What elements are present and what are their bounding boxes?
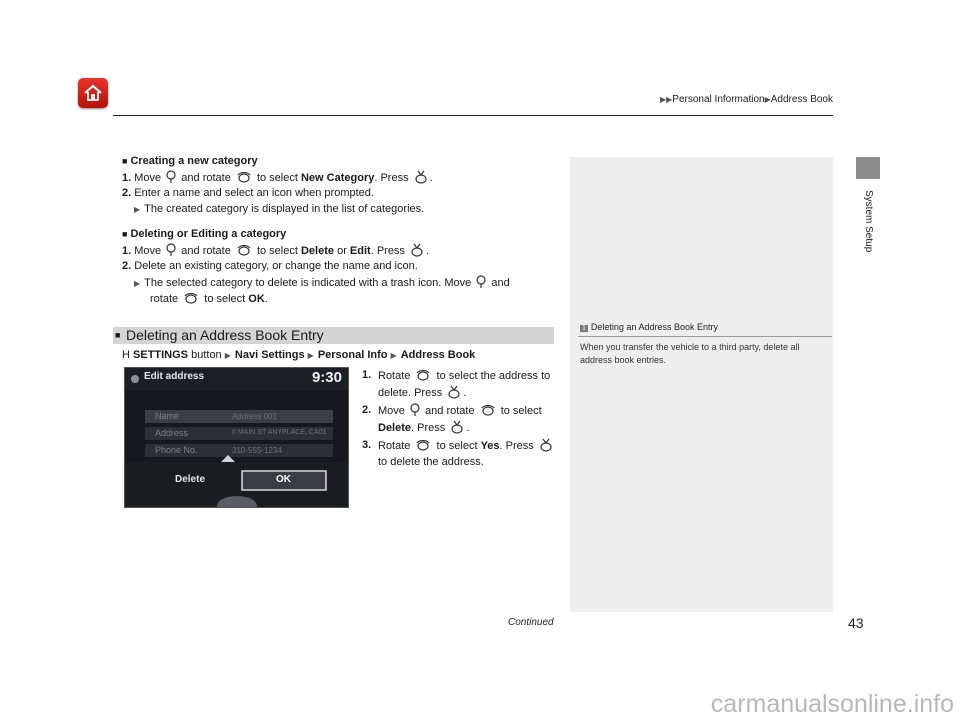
home-icon	[83, 83, 103, 103]
interface-dial-rotate-icon	[415, 368, 431, 382]
home-button[interactable]	[78, 78, 108, 108]
note-body: When you transfer the vehicle to a third party, delete all address book entries.	[580, 342, 800, 365]
screen-title: Edit address	[144, 371, 205, 382]
watermark: carmanualsonline.info	[710, 690, 954, 718]
interface-dial-press-icon	[539, 438, 553, 452]
breadcrumb-item[interactable]: Address Book	[770, 94, 833, 105]
section-title-bar: ■ Deleting an Address Book Entry	[113, 327, 554, 344]
step: 2. Enter a name and select an icon when prompted.	[122, 187, 374, 199]
interface-dial-rotate-icon	[183, 291, 199, 305]
section-heading: ■ Deleting or Editing a category	[122, 228, 287, 240]
phone-label: Phone No.	[155, 445, 198, 455]
breadcrumb-item[interactable]: Personal Information	[672, 94, 765, 105]
address-value[interactable]: 6 MAIN ST ANYPLACE, CA01	[232, 429, 327, 436]
step: 1. Move and rotate to select New Category. Press .	[122, 171, 433, 184]
continued-label: Continued	[508, 617, 554, 628]
address-label: Address	[155, 428, 189, 438]
step-list	[362, 368, 557, 472]
interface-dial-press-icon	[450, 420, 464, 434]
step: 2. Delete an existing category, or change the name and icon.	[122, 260, 418, 272]
interface-dial-press-icon	[414, 170, 428, 184]
section-heading: ■ Creating a new category	[122, 155, 258, 167]
interface-dial-move-icon	[410, 403, 420, 417]
step: 2. Move and rotate to select Delete. Press .	[362, 404, 542, 434]
step-result: ▶ The created category is displayed in the list of categories.	[134, 202, 425, 215]
screen-time: 9:30	[311, 369, 342, 386]
note-divider	[578, 336, 832, 337]
step: 1. Rotate to select the address to delete. Press .	[362, 369, 551, 399]
interface-dial-move-icon	[166, 243, 176, 257]
note-title: 1 Deleting an Address Book Entry	[582, 322, 718, 332]
interface-dial-press-icon	[410, 243, 424, 257]
chapter-label: System Setup	[863, 190, 874, 253]
interface-dial-press-icon	[447, 385, 461, 399]
interface-dial-rotate-icon	[415, 438, 431, 452]
breadcrumb: ▶▶Personal Information▶Address Book	[659, 94, 833, 105]
menu-path: H SETTINGS button ▶ Navi Settings ▶ Personal Info ▶ Address Book	[122, 349, 476, 361]
interface-dial-rotate-icon	[480, 403, 496, 417]
navigation-screen	[124, 367, 349, 508]
name-value[interactable]: Address 001	[232, 412, 277, 421]
ok-button[interactable]: OK	[276, 474, 291, 485]
header-divider	[113, 115, 833, 116]
step-result: ▶ The selected category to delete is indicated with a trash icon. Move and	[134, 276, 510, 289]
home-small-icon: H	[122, 349, 130, 361]
interface-dial-move-icon	[476, 275, 486, 289]
interface-dial-rotate-icon	[236, 170, 252, 184]
delete-button[interactable]: Delete	[175, 474, 206, 485]
interface-dial-rotate-icon	[236, 243, 252, 257]
note-marker: 1	[582, 325, 586, 332]
step-result-cont: rotate to select OK.	[150, 293, 268, 305]
chapter-tab	[856, 157, 880, 179]
instructions	[122, 154, 552, 308]
note-panel	[570, 157, 833, 612]
section-title: Deleting an Address Book Entry	[126, 327, 324, 343]
phone-value[interactable]: 310-555-1234	[232, 446, 282, 455]
step: 1. Move and rotate to select Delete or Edit. Press .	[122, 244, 430, 257]
step: 3. Rotate to select Yes. Press to delete the address.	[362, 438, 557, 470]
page-number: 43	[848, 615, 864, 631]
interface-dial-move-icon	[166, 170, 176, 184]
name-label: Name	[155, 411, 180, 421]
